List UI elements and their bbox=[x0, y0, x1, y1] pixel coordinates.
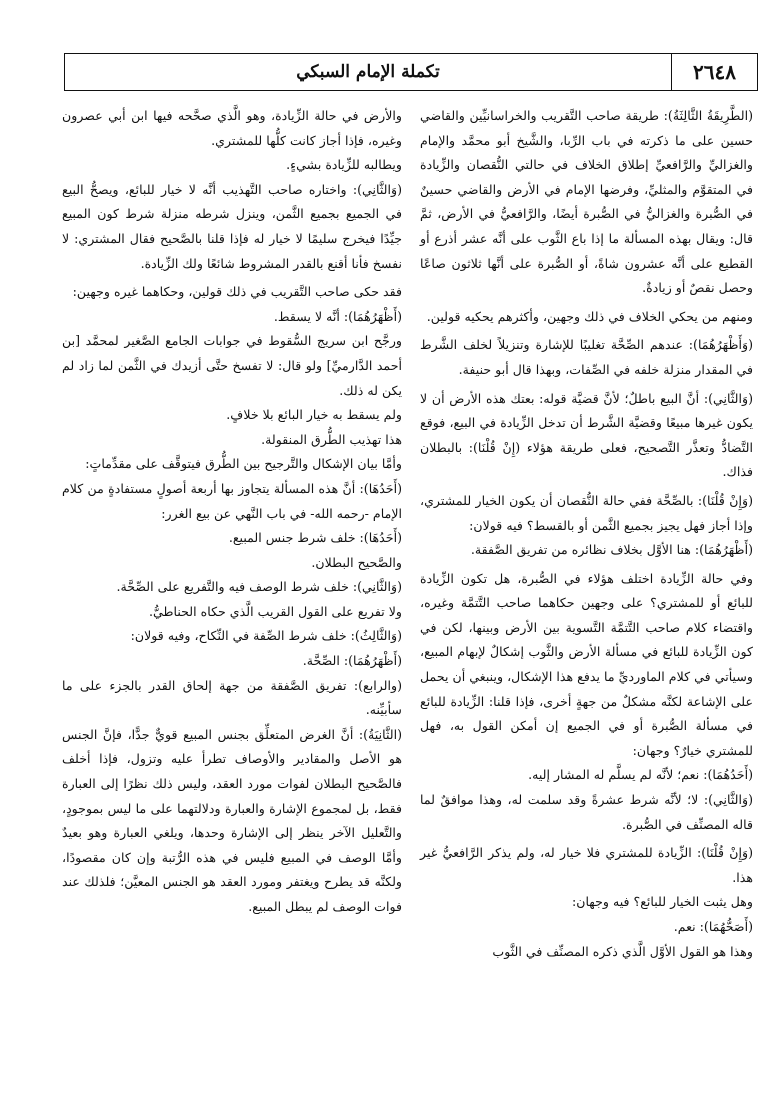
paragraph: (وَالثَّانِي): أنَّ البيع باطلٌ؛ لأنَّ قضيَّة قوله: بعتك هذه الأرض أن لا يكون غيرها مبيعًا وقضيَّة الشَّرط أن تدخل الزِّيادة في البيع، فوقع التَّضادُّ وتعذَّر التَّصحيح، فعلى طريقة هؤلاء (إِنْ قُلْنَا): بالبطلان فذاك. bbox=[420, 390, 753, 480]
paragraph: (أَحَدُهُمَا): نعم؛ لأنَّه لم يسلَّم له المشار إليه. bbox=[528, 767, 753, 783]
paragraph: فقد حكى صاحب التَّقريب في ذلك قولين، وحكاهما غيره وجهين: bbox=[72, 284, 402, 300]
paragraph: والصَّحيح البطلان. bbox=[311, 554, 402, 570]
paragraph: ويطالبه للزِّيادة بشيءٍ. bbox=[286, 157, 402, 173]
paragraph: وهذا هو القول الأوَّل الَّذي ذكره المصنِّف في الثَّوب bbox=[492, 943, 753, 959]
paragraph: (وَالثَّانِي): واختاره صاحب التَّهذيب أنَّه لا خيار للبائع، ويصحُّ البيع في الجميع بجميع الثَّمن، وينزل شرطه منزلة شرط كون المبيع جيِّدًا فيخرج سليمًا لا خيار له فإذا قلنا بالصَّحيح فقال المشتري: لا نفسخ فأنا أقنع بالقدر المشروط شائعًا ولك الزِّيادة. bbox=[62, 181, 402, 271]
paragraph: (وَأَظْهَرُهُمَا): عندهم الصِّحَّة تغليبًا للإشارة وتنزيلاً لخلف الشَّرط في المقدار منزلة خلفه في الصِّفات، وبهذا قال أبو حنيفة. bbox=[420, 337, 753, 377]
paragraph: (وَالثَّانِي): لا؛ لأنَّه شرط عشرةً وقد سلمت له، وهذا موافقٌ لما قاله المصنِّف في الصُّبرة. bbox=[420, 792, 753, 832]
paragraph: والأرض في حالة الزِّيادة، وهو الَّذي صحَّحه فيها ابن أبي عصرون وغيره، فإذا أجاز كانت كلُّها للمشتري. bbox=[62, 108, 402, 148]
paragraph: (وَالثَّالِثُ): خلف شرط الصِّفة في النِّكاح، وفيه قولان: bbox=[130, 628, 402, 644]
paragraph: (وَالثَّانِي): خلف شرط الوصف فيه والتَّفريع على الصِّحَّة. bbox=[116, 579, 402, 595]
right-text-column bbox=[420, 104, 753, 964]
paragraph: (الطَّرِيقَةُ الثَّالِثَةُ): طريقة صاحب التَّقريب والخراسانيِّين والقاضي حسين على ما ذكرته في باب الرِّبا، والشَّيخ أبو محمَّد والإمام والغزاليِّ والرَّافعيِّ إطلاق الخلاف في حالتي النُّقصان والزِّيادة في المتقوَّم والمثليِّ، وفرضها الإمام في الأرض والقاضي حسينٌ في الصُّبرة والغزاليُّ في الصُّبرة أيضًا، والرَّافعيُّ في الأرض، ثمَّ قال: ويقال بهذه المسألة ما إذا باع الثَّوب على أنَّه عشر أذرع أو القطيع على أنَّه عشرون شاةً، أو الصُّبرة على أنَّها ثلاثون صاعًا وحصل نقصٌ أو زيادةٌ. bbox=[420, 108, 753, 296]
paragraph: ولا تفريع على القول القريب الَّذي حكاه الحناطيُّ. bbox=[149, 603, 402, 619]
paragraph: (وَإِنْ قُلْنَا): بالصِّحَّة ففي حالة النُّقصان أن يكون الخيار للمشتري، وإذا أجاز فهل يجيز بجميع الثَّمن أو بالقسط؟ فيه قولان: bbox=[420, 492, 753, 533]
paragraph: (أَظْهَرُهُمَا): هنا الأوَّل بخلاف نظائره من تفريق الصَّفقة. bbox=[470, 542, 753, 558]
paragraph: ومنهم من يحكي الخلاف في ذلك وجهين، وأكثرهم يحكيه قولين. bbox=[426, 308, 753, 324]
left-text-column bbox=[62, 104, 402, 920]
paragraph: (الثَّانِيَةُ): أنَّ الغرض المتعلِّق بجنس المبيع قويٌّ جدًّا، فإنَّ الجنس هو الأصل والمقادير والأوصاف تطرأ عليه وتزول، فإذا أخلف فالصَّحيح البطلان لفوات مورد العقد، وليس ذلك نظرًا إلى العبارة فقط، بل لمجموع الإشارة والعبارة ودلالتهما على ما ليس بموجودٍ، والتَّعليل الآخر ينظر إلى الإشارة وحدها، ويلغي العبارة وهو بعيدٌ وأمَّا الوصف في المبيع فليس في هذه الرُّتبة وإن كان مقصودًا، ولكنَّه قد يطرح ويغتفر ومورد العقد هو الجنس المعيَّن؛ فلذلك عند فوات الوصف لم يبطل المبيع. bbox=[62, 726, 402, 914]
paragraph: وأمَّا بيان الإشكال والتَّرجيح بين الطُّرق فيتوقَّف على مقدِّماتٍ: bbox=[85, 456, 402, 472]
paragraph: ولم يسقط به خيار البائع بلا خلافٍ. bbox=[226, 407, 402, 423]
paragraph: (أَظْهَرُهُمَا): أنَّه لا يسقط. bbox=[273, 308, 402, 324]
book-title: تكملة الإمام السبكي bbox=[296, 62, 440, 82]
page-number: ٢٦٤٨ bbox=[671, 54, 757, 90]
paragraph: (أَحَدُهَا): خلف شرط جنس المبيع. bbox=[228, 530, 402, 546]
paragraph: (وَإِنْ قُلْنَا): الزِّيادة للمشتري فلا خيار له، ولم يذكر الرَّافعيُّ غير هذا. bbox=[420, 845, 753, 885]
paragraph: (أَصَحُّهُمَا): نعم. bbox=[673, 919, 753, 934]
paragraph: وهل يثبت الخيار للبائع؟ فيه وجهان: bbox=[571, 894, 753, 910]
paragraph: (أَحَدُهَا): أنَّ هذه المسألة يتجاوز بها أربعة أصولٍ مستفادةٍ من كلام الإمام -رحمه الله- في باب النَّهي عن بيع الغرر: bbox=[62, 480, 402, 521]
paragraph: (أَظْهَرُهُمَا): الصِّحَّة. bbox=[302, 653, 402, 669]
paragraph: (والرابع): تفريق الصَّفقة من جهة إلحاق القدر بالجزء على ما سأبيِّنه. bbox=[62, 677, 402, 718]
paragraph: ورجَّح ابن سريج السُّقوط في جوابات الجامع الصَّغير لمحمَّد [بن أحمد الدَّارميِّ] ولو قال: لا تفسخ حتَّى أزيدك في الثَّمن لما زاد لم يكن له ذلك. bbox=[62, 333, 402, 398]
paragraph: وفي حالة الزِّيادة اختلف هؤلاء في الصُّبرة، هل تكون الزِّيادة للبائع أو للمشتري؟ على وجهين حكاهما صاحب التَّتمَّة وغيره، واقتضاء كلام صاحب التَّتمَّة التَّسوية بين الأرض وبينها، لكن في كون الزِّيادة للبائع في مسألة الأرض والثَّوب إشكالٌ لإبهام المبيع، وسيأتي في كلام الماورديِّ ما يدفع هذا الإشكال، وينبغي أن يحمل على الإشاعة لكنَّه مشكلٌ من جهةٍ أخرى، فإذا قلنا: الزِّيادة للبائع في مسألة الصُّبرة أو في الجميع إن أمكن القول به، فهل للمشتري خيارٌ؟ وجهان: bbox=[420, 570, 753, 758]
page-header bbox=[64, 53, 758, 91]
paragraph: هذا تهذيب الطُّرق المنقولة. bbox=[261, 431, 402, 447]
